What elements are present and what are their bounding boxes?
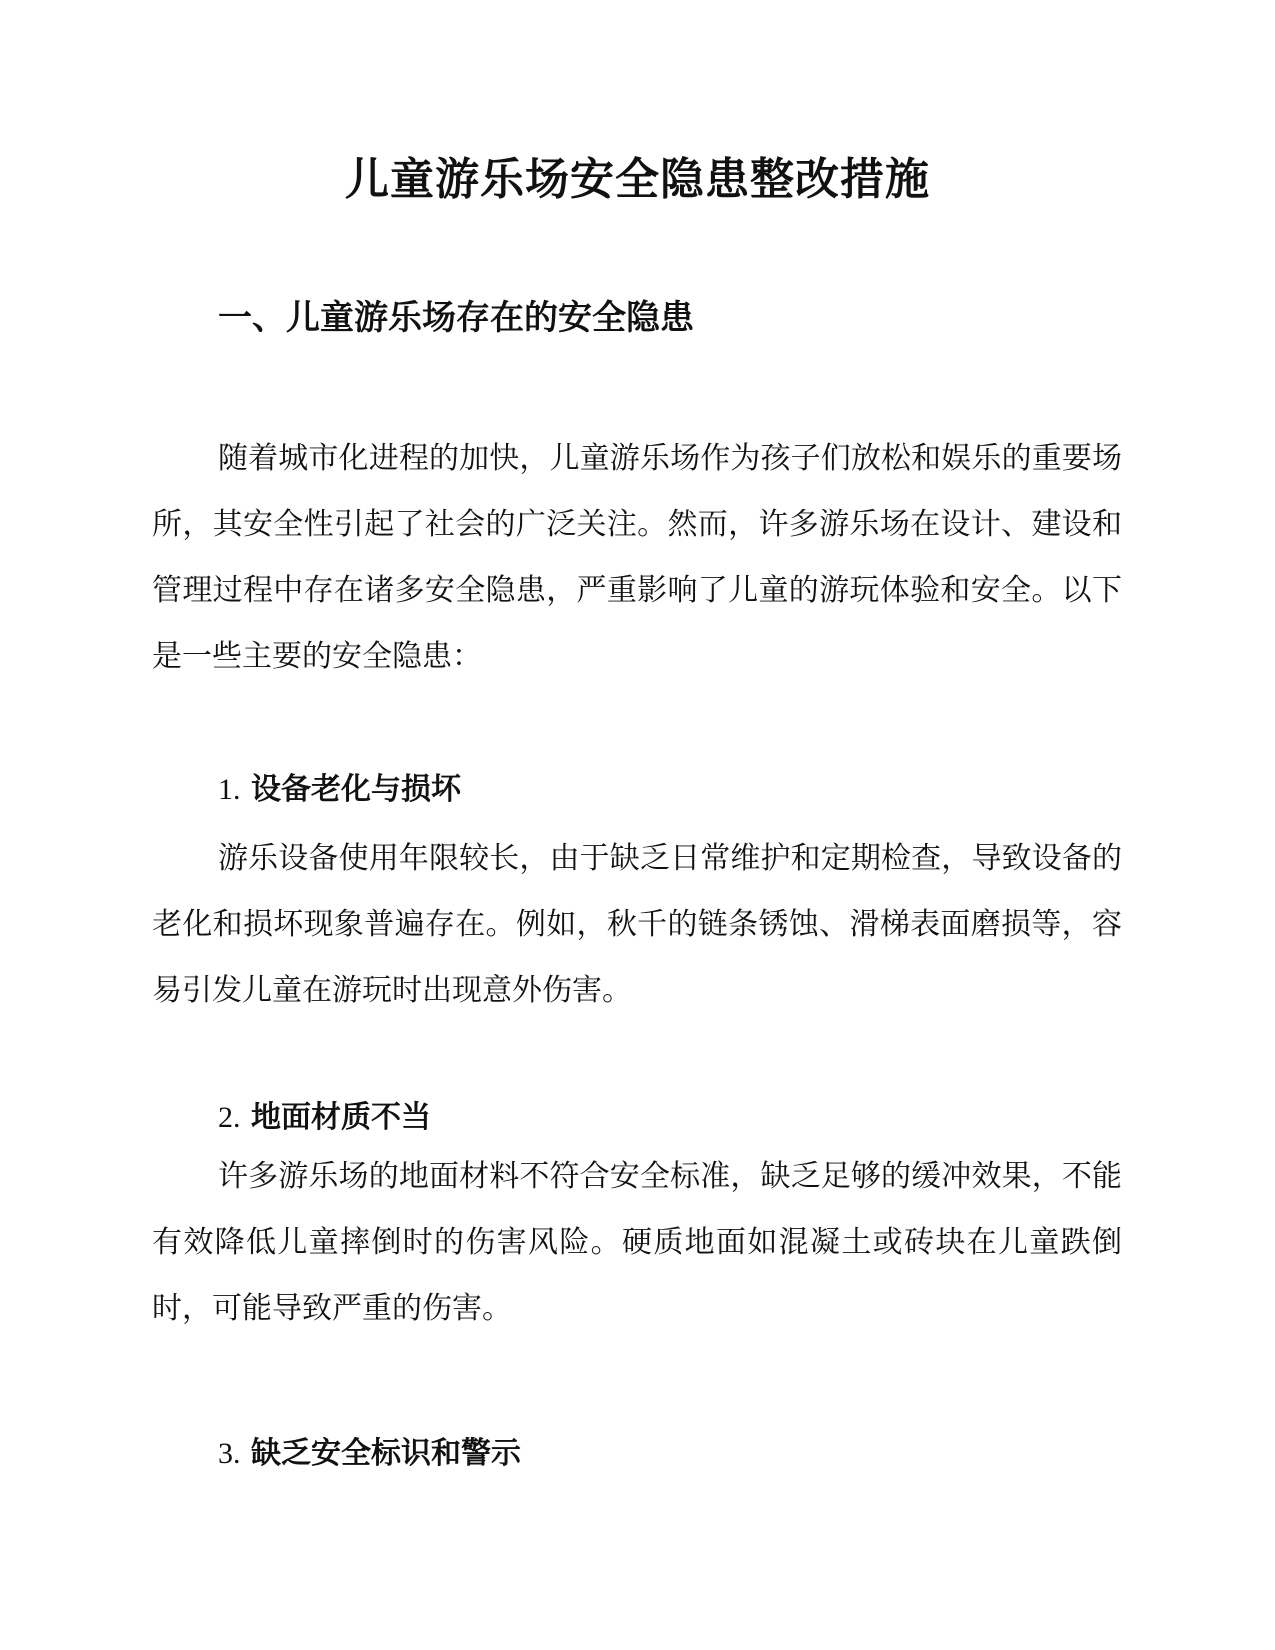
item-number: 2. (218, 1101, 241, 1134)
intro-paragraph: 随着城市化进程的加快，儿童游乐场作为孩子们放松和娱乐的重要场所，其安全性引起了社会的广泛关注。然而，许多游乐场在设计、建设和管理过程中存在诸多安全隐患，严重影响了儿童的游玩体验和安全。以下是一些主要的安全隐患： (152, 441, 1122, 674)
item-heading-2 (218, 1096, 431, 1140)
item-number: 3. (218, 1437, 241, 1470)
item-paragraph-1: 游乐设备使用年限较长，由于缺乏日常维护和定期检查，导致设备的老化和损坏现象普遍存在。例如，秋千的链条锈蚀、滑梯表面磨损等，容易引发儿童在游玩时出现意外伤害。 (152, 841, 1122, 1008)
item-title: 设备老化与损坏 (250, 772, 461, 807)
item-heading-3 (218, 1432, 521, 1476)
item-title: 地面材质不当 (250, 1100, 431, 1135)
section-heading: 一、儿童游乐场存在的安全隐患 (218, 298, 694, 338)
item-paragraph-2: 许多游乐场的地面材料不符合安全标准，缺乏足够的缓冲效果，不能有效降低儿童摔倒时的伤害风险。硬质地面如混凝土或砖块在儿童跌倒时，可能导致严重的伤害。 (152, 1159, 1122, 1326)
item-title: 缺乏安全标识和警示 (250, 1436, 521, 1471)
item-heading-1 (218, 768, 461, 812)
item-number: 1. (218, 773, 241, 806)
document-title: 儿童游乐场安全隐患整改措施 (345, 154, 930, 205)
